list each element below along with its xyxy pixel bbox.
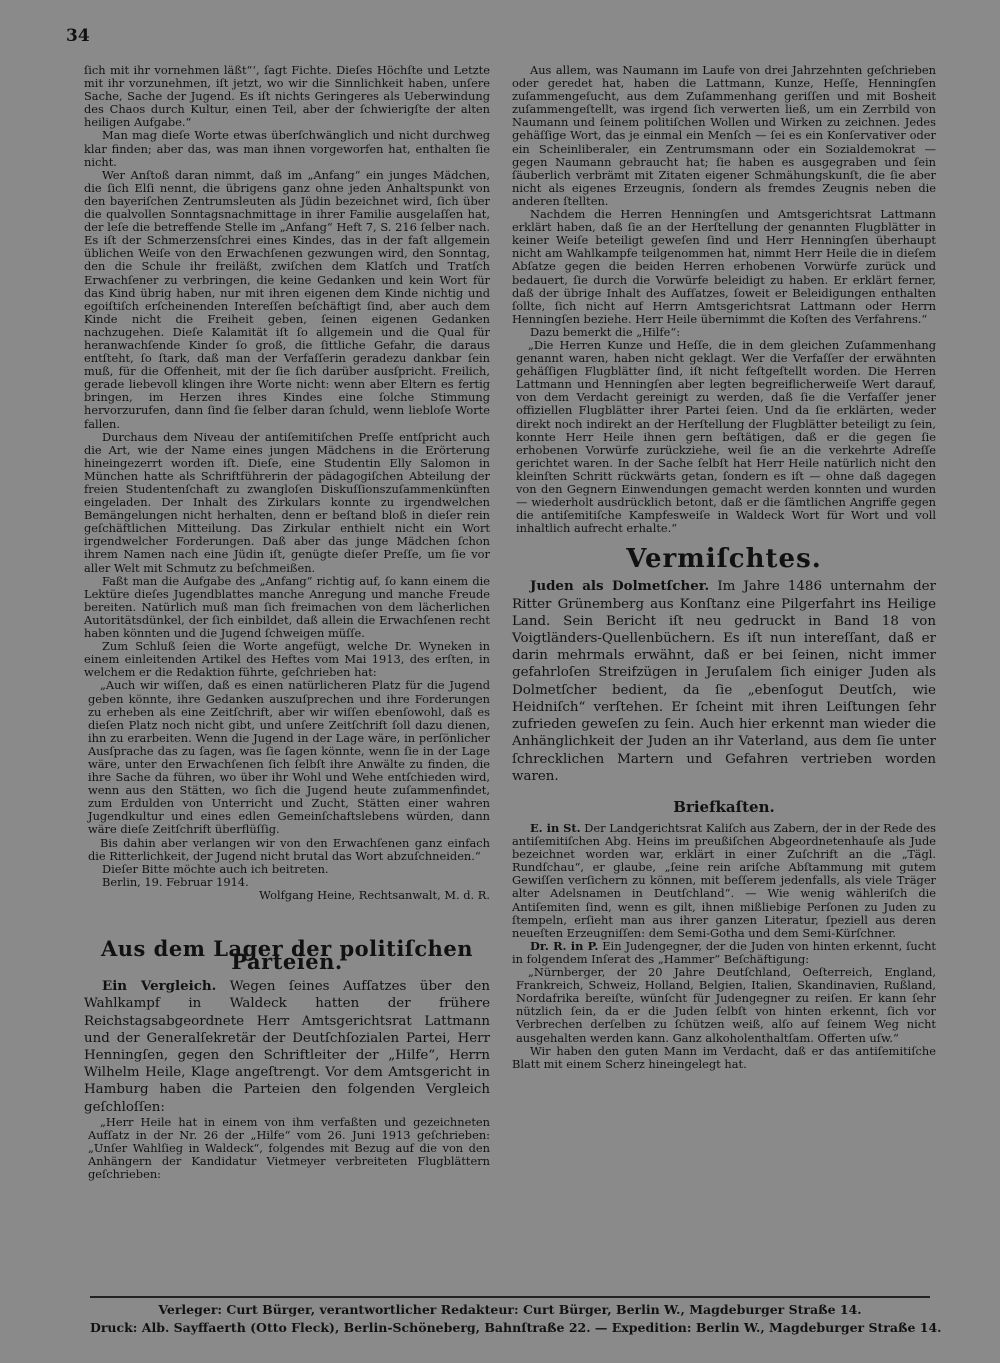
article-paragraph: Aus allem, was Naumann im Laufe von drei Jahrzehnten geſchrieben oder geredet hat, haben die Lattmann, Kunze, Heſſe, Henningſen zuſammengeſucht, aus dem Zuſammenhang geriſſen und mit Bosheit zuſammengeſtellt, was irgend ſich verwerten ließ, um ein Zerrbild von Naumann und ſeinem politiſchen Wollen und Wirken zu zeichnen. Jedes gehäſſige Wort, das je einmal ein Menſch — ſei es ein Konſervativer oder ein Scheinliberaler, ein Zentrumsmann oder ein Sozialdemokrat — gegen Naumann gebraucht hat; ſie haben es ausgegraben und ſein ſäuberlich verbrämt mit Zitaten eigener Schmähungskunſt, die ſie aber nicht als eigenes Erzeugnis, ſondern als fremdes Zeugnis neben die anderen ſtellten. [512, 63, 936, 208]
article-paragraph: Durchaus dem Niveau der antiſemitiſchen Preſſe entſpricht auch die Art, wie der Name eines jungen Mädchens in die Erörterung hineingezerrt worden iſt. Dieſe, eine Studentin Elly Salomon in München hatte als Schriftführerin der pädagogiſchen Abteilung der freien Studentenſchaft zu zwangloſen Diskuſſionszuſammenkünften eingeladen. Der Inhalt des Zirkulars konnte zu irgendwelchen Bemängelungen nicht herhalten, denn er beſtand bloß in dieſer rein geſchäftlichen Mitteilung. Das Zirkular enthielt nicht ein Wort irgendwelcher Forderungen. Daß aber das junge Mädchen ſchon ihrem Namen nach eine Jüdin iſt, genügte dieſer Preſſe, um ſie vor aller Welt mit Schmutz zu beſchmeißen. [84, 429, 490, 575]
right-column [512, 64, 936, 1071]
section-headline: Aus dem Lager der politiſchen Parteien. [100, 936, 474, 975]
section-paragraph [84, 978, 490, 1116]
section-lead: Ein Vergleich. [102, 978, 217, 995]
imprint-printer: Druck: Alb. Sayffaerth (Otto Fleck), Berlin-Schöneberg, Bahnſtraße 22. — Expedition: Berlin W., Magdeburger Straße 14. [90, 1320, 942, 1335]
section-subhead: Briefkaſten. [673, 797, 775, 816]
article-paragraph: Zum Schluß ſeien die Worte angefügt, welche Dr. Wyneken in einem einleitenden Artikel des Heftes vom Mai 1913, des erſten, in welchem er die Redaktion führte, geſchrieben hat: [84, 639, 490, 680]
letter-text: Der Landgerichtsrat Kaliſch aus Zabern, der in der Rede des antiſemitiſchen Abg. Heins im preußiſchen Abgeordnetenhauſe als Jude bezeichnet worden war, erklärt in einer Zuſchrift an die „Tägl. Rundſchau“, er glaube, „ſeine rein ariſche Abſtammung mit gutem Gewiſſen verſichern zu können, mit beſſerem jedenfalls, als viele Träger alter Adelsnamen in Deutſchland“. — Wie wenig wähleriſch die Antiſemiten ſind, wenn es gilt, ihnen mißliebige Perſonen zu Juden zu ſtempeln, erſieht man aus ihrer ganzen Literatur, ſpeziell aus deren neueſten Erzeugniſſen: dem Semi-Gotha und dem Semi-Kürſchner. [512, 821, 937, 940]
letter-lead: E. in St. [530, 821, 581, 835]
section-text: Wegen ſeines Aufſatzes über den Wahlkampf in Waldeck hatten der frühere Reichstagsabgeordnete Herr Amtsgerichtsrat Lattmann und der Generalſekretär der Deutſchſozialen Partei, Herr Henningſen, gegen den Schriftleiter der „Hilfe“, Herrn Wilhelm Heile, Klage angeſtrengt. Vor dem Amtsgericht in Hamburg haben die Parteien den folgenden Vergleich geſchloſſen: [84, 979, 490, 1115]
closing-line: Dieſer Bitte möchte auch ich beitreten. [102, 861, 329, 876]
letter-text: Ein Judengegner, der die Juden von hinten erkennt, ſucht in folgendem Inſerat des „Hammer“ Beſchäftigung: [512, 938, 936, 966]
letter-paragraph [512, 822, 936, 940]
letter-closing: Wir haben den guten Mann im Verdacht, daß er das antiſemitiſche Blatt mit einem Scherz hineingelegt hat. [512, 1043, 936, 1071]
misc-text: Im Jahre 1486 unternahm der Ritter Grünemberg aus Konſtanz eine Pilgerfahrt ins Heilige Land. Sein Bericht iſt neu gedruckt in Band 18 von Voigtländers-Quellenbüchern. Es iſt nun intereſſant, daß er darin mehrmals erwähnt, daß er bei ſeinen, nicht immer gefahrloſen Streifzügen in Jeruſalem ſich einiger Juden als Dolmetſcher bedient, da ſie „ebenſogut Deutſch, wie Heidniſch“ verſtehen. Er ſcheint mit ihren Leiſtungen ſehr zufrieden geweſen zu ſein. Auch hier erkennt man wieder die Anhänglichkeit der Juden an ihr Vaterland, aus dem ſie unter ſchrecklichen Martern und Gefahren vertrieben worden waren. [512, 579, 936, 784]
article-paragraph: Nachdem die Herren Henningſen und Amtsgerichtsrat Lattmann erklärt haben, daß ſie an der Herſtellung der genannten Flugblätter in keiner Weiſe beteiligt geweſen ſind und Herr Henningſen überhaupt nicht am Wahlkampfe teilgenommen hat, nimmt Herr Heile die in dieſem Abſatze gegen die beiden Herren erhobenen Vorwürfe zurück und bedauert, ſie durch die Vorwürfe beleidigt zu haben. Er erklärt ferner, daß der übrige Inhalt des Aufſatzes, ſoweit er Beleidigungen enthalten ſollte, ſich nicht auf Herrn Amtsgerichtsrat Lattmann oder Herrn Henningſen beziehe. Herr Heile übernimmt die Koſten des Verfahrens.“ [512, 207, 936, 326]
left-column [84, 64, 490, 1181]
footer-divider [90, 1296, 930, 1298]
author-signature: Wolfgang Heine, Rechtsanwalt, M. d. R. [259, 887, 490, 902]
misc-lead: Juden als Dolmetſcher. [530, 578, 710, 595]
letter-paragraph [512, 940, 936, 966]
article-paragraph: Wer Anſtoß daran nimmt, daß im „Anfang“ ein junges Mädchen, die ſich Elſi nennt, die übrigens ganz ohne jeden Anhaltspunkt von den bayeriſchen Zentrumsleuten als Jüdin bezeichnet wird, ſich über die qualvollen Sonntagsnachmittage in ihrer Familie ausgelaſſen hat, der leſe die betreffende Stelle im „Anfang“ Heft 7, S. 216 ſelber nach. Es iſt der Schmerzensſchrei eines Kindes, das in der faſt allgemein üblichen Weiſe von den Erwachſenen gezwungen wird, den Sonntag, den die Schule ihr freiläßt, zwiſchen dem Klatſch und Tratſch Erwachſener zu verbringen, die keine Gedanken und kein Wort für das Kind übrig haben, nur mit ihren eigenen dem Kinde nichtig und egoiſtiſch erſcheinenden Intereſſen beſchäftigt ſind, aber auch dem Kinde nicht die Freiheit geben, ſeinen eigenen Gedanken nachzugehen. Dieſe Kalamität iſt ſo allgemein und die Qual für heranwachſende Kinder ſo groß, die ſittliche Gefahr, die daraus entſteht, ſo ſtark, daß man der Verfaſſerin geradezu dankbar ſein muß, für die Offenheit, mit der ſie ſich darüber ausſpricht. Freilich, gerade liebevoll klingen ihre Worte nicht: wenn aber Eltern es fertig bringen, im Herzen ihres Kindes eine ſolche Stimmung hervorzurufen, dann ſind ſie ſelber daran ſchuld, wenn liebloſe Worte fallen. [84, 167, 490, 431]
article-paragraph: Man mag dieſe Worte etwas überſchwänglich und nicht durchweg klar finden; aber das, was man ihnen vorgeworfen hat, enthalten ſie nicht. [84, 128, 490, 169]
section-headline: Vermiſchtes. [626, 544, 822, 575]
quoted-paragraph: Bis dahin aber verlangen wir von den Erwachſenen ganz einfach die Ritterlichkeit, der Jugend nicht brutal das Wort abzuſchneiden.“ [88, 835, 490, 863]
letter-quote: „Nürnberger, der 20 Jahre Deutſchland, Oeſterreich, England, Frankreich, Schweiz, Holland, Belgien, Italien, Skandinavien, Rußland, Nordafrika bereiſte, wünſcht für Judengegner zu reiſen. Er kann ſehr nützlich ſein, da er die Juden ſelbſt von hinten erkennt, ſich vor Verbrechen derſelben zu ſchützen weiß, alſo auf ſeinem Weg nicht ausgehalten werden kann. Ganz alkoholenthaltſam. Offerten uſw.“ [516, 965, 936, 1045]
article-paragraph: Faßt man die Aufgabe des „Anfang“ richtig auf, ſo kann einem die Lektüre dieſes Jugendblattes manche Anregung und manche Freude bereiten. Natürlich muß man ſich freimachen von dem lächerlichen Autoritätsdünkel, der ſich einbildet, daß allein die Erwachſenen recht haben könnten und die Jugend ſchweigen müſſe. [84, 573, 490, 641]
letter-lead: Dr. R. in P. [530, 938, 599, 953]
quoted-paragraph: „Auch wir wiſſen, daß es einen natürlicheren Platz für die Jugend geben könnte, ihre Gedanken auszuſprechen und ihre Forderungen zu erheben als eine Zeitſchrift, aber wir wiſſen ebenſowohl, daß es dieſen Platz noch nicht gibt, und unſere Zeitſchrift ſoll dazu dienen, ihn zu erarbeiten. Wenn die Jugend in der Lage wäre, in perſönlicher Ausſprache das zu ſagen, was ſie ſagen könnte, wenn ſie in der Lage wäre, unter den Erwachſenen ſich ſelbſt ihre Anwälte zu finden, die ihre Sache da führen, wo über ihr Wohl und Wehe entſchieden wird, wenn aus den Stätten, wo ſich die Jugend heute zuſammenfindet, zum Erdulden von Unterricht und Zucht, Stätten einer wahren Jugendkultur und eines edlen Gemeinſchaftslebens würden, dann wäre dieſe Zeitſchrift überflüſſig. [88, 678, 490, 837]
misc-paragraph [512, 578, 936, 784]
article-paragraph: Dazu bemerkt die „Hilfe“: [530, 324, 681, 339]
article-paragraph: ſich mit ihr vornehmen läßt“‘, ſagt Fichte. Dieſes Höchſte und Letzte mit ihr vorzunehmen, iſt jetzt, wo wir die Sinnlichkeit haben, unſere Sache, Sache der Jugend. Es iſt nichts Geringeres als Ueberwindung des Chaos durch Kultur, einen Teil, aber der ſchwierigſte der alten heiligen Aufgabe.“ [84, 63, 490, 130]
dateline: Berlin, 19. Februar 1914. [102, 874, 249, 889]
imprint-publisher: Verleger: Curt Bürger, verantwortlicher Redakteur: Curt Bürger, Berlin W., Magdeburger Straße 14. [158, 1302, 862, 1317]
section-quote: „Herr Heile hat in einem von ihm verfaßten und gezeichneten Aufſatz in der Nr. 26 der „Hilfe“ vom 26. Juni 1913 geſchrieben: „Unſer Wahlſieg in Waldeck“, folgendes mit Bezug auf die von den Anhängern der Kandidatur Vietmeyer verbreiteten Flugblättern geſchrieben: [88, 1114, 490, 1182]
quoted-paragraph: „Die Herren Kunze und Heſſe, die in dem gleichen Zuſammenhang genannt waren, haben nicht geklagt. Wer die Verfaſſer der erwähnten gehäſſigen Flugblätter ſind, iſt nicht feſtgeſtellt worden. Die Herren Lattmann und Henningſen aber legten begreiflicherweiſe Wert darauf, von dem Verdacht gereinigt zu werden, daß ſie die Verfaſſer jener offiziellen Flugblätter ihrer Partei ſeien. Und da ſie erklärten, weder direkt noch indirekt an der Herſtellung der Flugblätter beteiligt zu ſein, konnte Herr Heile ihnen gern beſtätigen, daß er die gegen ſie erhobenen Vorwürfe zurückziehe, weil ſie an die verkehrte Adreſſe gerichtet waren. In der Sache ſelbſt hat Herr Heile natürlich nicht den kleinſten Schritt rückwärts getan, ſondern es iſt — ohne daß dagegen von den Gegnern Einwendungen gemacht werden konnten und wurden — wiederholt ausdrücklich betont, daß er die ſämtlichen Angriffe gegen die antiſemitiſche Kampfesweiſe in Waldeck Wort für Wort und voll inhaltlich aufrecht erhalte.“ [516, 337, 936, 536]
page-number: 34 [66, 26, 90, 46]
